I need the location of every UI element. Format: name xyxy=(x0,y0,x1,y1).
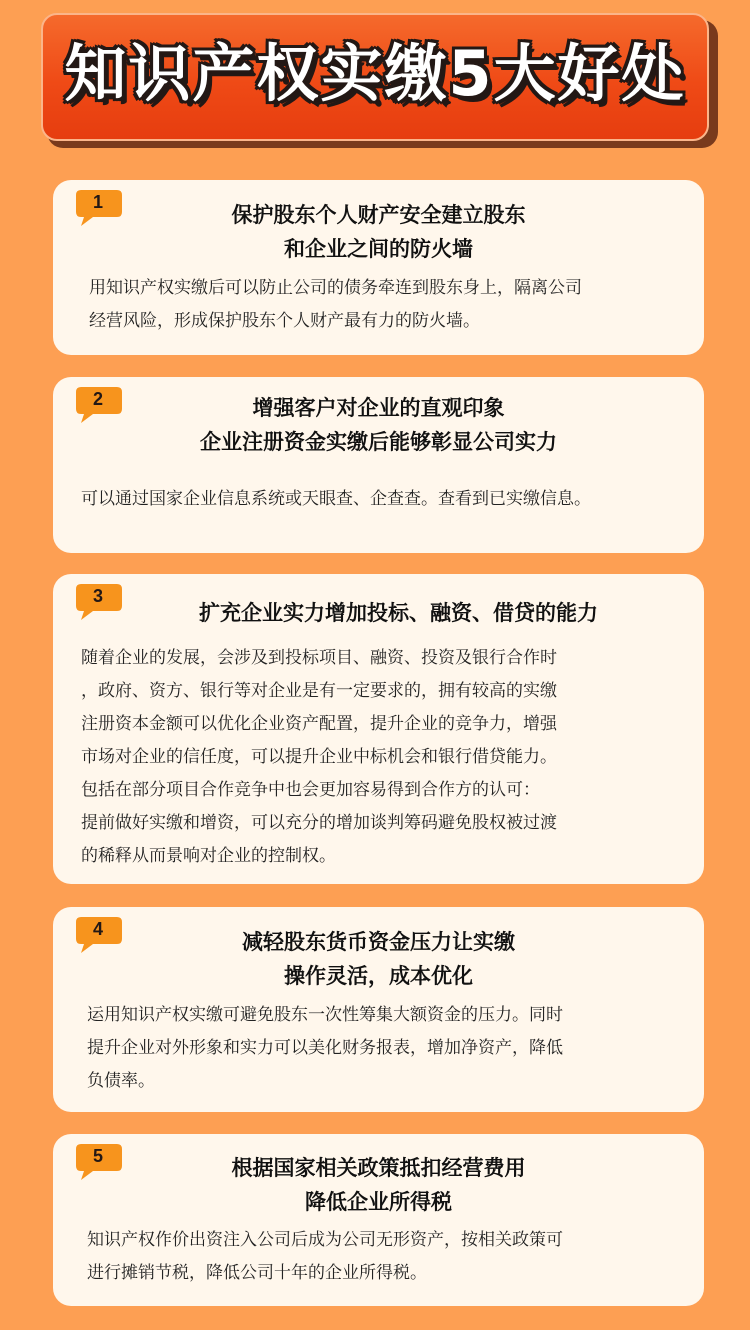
body-line: 负债率。 xyxy=(87,1071,155,1091)
heading-line: 根据国家相关政策抵扣经营费用 xyxy=(231,1156,526,1180)
card-body xyxy=(81,483,690,516)
badge-number: 4 xyxy=(92,919,103,939)
benefit-card-2 xyxy=(53,377,704,553)
benefit-card-5 xyxy=(53,1134,704,1306)
badge-number: 5 xyxy=(92,1146,103,1166)
body-line: 可以通过国家企业信息系统或天眼查、企查查。查看到已实缴信息。 xyxy=(81,489,591,509)
badge-number: 2 xyxy=(92,389,103,409)
page-title: 知识产权实缴5大好处 xyxy=(64,37,686,110)
title-banner xyxy=(41,13,709,141)
body-line: 包括在部分项目合作竞争中也会更加容易得到合作方的认可： xyxy=(81,780,540,800)
body-line: 的稀释从而景响对企业的控制权。 xyxy=(81,846,336,866)
body-line: 提前做好实缴和增资，可以充分的增加谈判筹码避免股权被过渡 xyxy=(81,813,557,833)
card-heading xyxy=(53,925,704,993)
heading-line: 和企业之间的防火墙 xyxy=(284,237,473,261)
badge-number: 3 xyxy=(92,586,103,606)
benefit-card-1 xyxy=(53,180,704,355)
heading-line: 保护股东个人财产安全建立股东 xyxy=(231,203,526,227)
heading-line: 降低企业所得税 xyxy=(305,1190,452,1214)
card-body xyxy=(81,642,690,873)
body-line: 运用知识产权实缴可避免股东一次性筹集大额资金的压力。同时 xyxy=(87,1005,563,1025)
card-body xyxy=(87,1224,690,1290)
heading-line: 操作灵活，成本优化 xyxy=(284,964,473,988)
body-line: 注册资本金额可以优化企业资产配置，提升企业的竞争力，增强 xyxy=(81,714,557,734)
benefit-card-3 xyxy=(53,574,704,884)
heading-line: 增强客户对企业的直观印象 xyxy=(252,396,505,420)
card-heading xyxy=(93,596,704,630)
body-line: 经营风险，形成保护股东个人财产最有力的防火墙。 xyxy=(89,311,480,331)
heading-line: 扩充企业实力增加投标、融资、借贷的能力 xyxy=(199,601,598,625)
body-line: 提升企业对外形象和实力可以美化财务报表，增加净资产，降低 xyxy=(87,1038,563,1058)
card-body xyxy=(87,999,690,1098)
benefit-card-4 xyxy=(53,907,704,1112)
heading-line: 减轻股东货币资金压力让实缴 xyxy=(242,930,515,954)
card-heading xyxy=(53,1151,704,1219)
body-line: 随着企业的发展，会涉及到投标项目、融资、投资及银行合作时 xyxy=(81,648,557,668)
body-line: 市场对企业的信任度，可以提升企业中标机会和银行借贷能力。 xyxy=(81,747,557,767)
card-body xyxy=(89,272,690,338)
card-heading xyxy=(53,198,704,266)
badge-number: 1 xyxy=(92,192,103,212)
card-heading xyxy=(53,391,704,459)
body-line: ，政府、资方、银行等对企业是有一定要求的，拥有较高的实缴 xyxy=(81,681,557,701)
body-line: 知识产权作价出资注入公司后成为公司无形资产，按相关政策可 xyxy=(87,1230,563,1250)
body-line: 进行摊销节税，降低公司十年的企业所得税。 xyxy=(87,1263,427,1283)
heading-line: 企业注册资金实缴后能够彰显公司实力 xyxy=(200,430,557,454)
body-line: 用知识产权实缴后可以防止公司的债务牵连到股东身上，隔离公司 xyxy=(89,278,582,298)
